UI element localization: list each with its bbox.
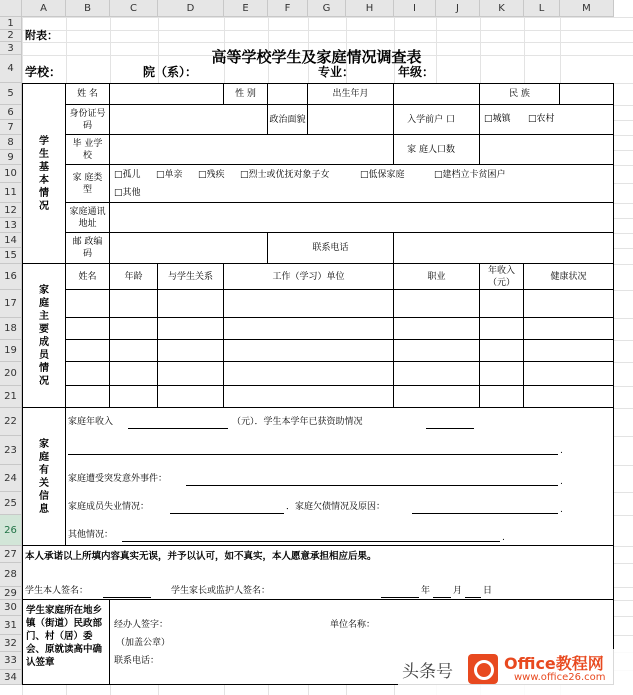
- handler-sign-label: 经办人签字：: [114, 620, 169, 630]
- member-cell[interactable]: [394, 290, 480, 318]
- member-cell[interactable]: [110, 290, 158, 318]
- member-cell[interactable]: [66, 386, 110, 408]
- row-header[interactable]: 12: [0, 203, 22, 218]
- address-cell[interactable]: [110, 203, 614, 233]
- member-cell[interactable]: [110, 362, 158, 386]
- type-disabled[interactable]: □残疾: [198, 170, 225, 180]
- name-label: 姓 名: [66, 83, 110, 105]
- watermark-url: www.office26.com: [514, 672, 606, 683]
- watermark-text: 头条号: [402, 662, 453, 682]
- member-cell[interactable]: [394, 340, 480, 362]
- row-header[interactable]: 11: [0, 183, 22, 203]
- row-header[interactable]: 10: [0, 165, 22, 183]
- row-header[interactable]: 34: [0, 670, 22, 685]
- row-header[interactable]: 6: [0, 105, 22, 120]
- type-martyr[interactable]: □烈士或优抚对象子女: [240, 170, 330, 180]
- type-orphan[interactable]: □孤儿: [114, 170, 141, 180]
- row-header[interactable]: 28: [0, 563, 22, 587]
- row-header[interactable]: 21: [0, 386, 22, 408]
- row-header[interactable]: 18: [0, 318, 22, 340]
- member-cell[interactable]: [480, 318, 524, 340]
- column-header[interactable]: D: [158, 0, 224, 17]
- row-header[interactable]: 27: [0, 546, 22, 563]
- grad-school-label: 毕 业学 校: [66, 135, 110, 165]
- year-label: 年: [421, 586, 431, 596]
- attachment-label: 附表：: [25, 29, 58, 42]
- member-cell[interactable]: [224, 362, 394, 386]
- member-cell[interactable]: [480, 290, 524, 318]
- member-cell[interactable]: [66, 340, 110, 362]
- phone-cell[interactable]: [394, 233, 614, 264]
- ethnic-cell[interactable]: [560, 83, 614, 105]
- member-header: 职业: [394, 264, 480, 290]
- member-cell[interactable]: [66, 362, 110, 386]
- row-header[interactable]: 17: [0, 290, 22, 318]
- member-cell[interactable]: [524, 290, 614, 318]
- type-low-income[interactable]: □低保家庭: [360, 170, 405, 180]
- row-header[interactable]: 14: [0, 233, 22, 248]
- member-cell[interactable]: [524, 386, 614, 408]
- member-cell[interactable]: [480, 386, 524, 408]
- rural-checkbox[interactable]: □农村: [528, 114, 555, 124]
- row-header[interactable]: 16: [0, 264, 22, 290]
- row-header[interactable]: 24: [0, 465, 22, 492]
- member-cell[interactable]: [480, 340, 524, 362]
- row-header[interactable]: 3: [0, 42, 22, 55]
- member-cell[interactable]: [110, 318, 158, 340]
- major-label: 专业：: [318, 65, 355, 79]
- unemployment-label: 家庭成员失业情况：: [68, 502, 150, 512]
- row-header[interactable]: 22: [0, 408, 22, 436]
- day-label: 日: [483, 586, 493, 596]
- member-cell[interactable]: [480, 362, 524, 386]
- member-cell[interactable]: [66, 318, 110, 340]
- debt-label: ．家庭欠债情况及原因：: [286, 502, 386, 512]
- type-poverty[interactable]: □建档立卡贫困户: [434, 170, 506, 180]
- politics-label: 政治面貌: [268, 105, 308, 135]
- politics-cell[interactable]: [308, 105, 394, 135]
- month-label: 月: [453, 586, 463, 596]
- section-basic-label: 学生基本情况: [22, 83, 66, 264]
- row-header[interactable]: 31: [0, 616, 22, 635]
- member-header: 姓名: [66, 264, 110, 290]
- column-header[interactable]: L: [524, 0, 560, 17]
- select-all-corner[interactable]: [0, 0, 22, 17]
- family-type-label: 家 庭类 型: [66, 165, 110, 203]
- id-label: 身份证号 码: [66, 105, 110, 135]
- row-header[interactable]: 33: [0, 652, 22, 670]
- row-header[interactable]: 32: [0, 635, 22, 652]
- member-cell[interactable]: [524, 362, 614, 386]
- row-header[interactable]: 26: [0, 515, 22, 546]
- member-cell[interactable]: [224, 318, 394, 340]
- row-header[interactable]: 13: [0, 218, 22, 233]
- name-cell[interactable]: [110, 83, 224, 105]
- member-cell[interactable]: [66, 290, 110, 318]
- row-header[interactable]: 25: [0, 492, 22, 515]
- column-header[interactable]: C: [110, 0, 158, 17]
- pledge-block: [22, 546, 614, 600]
- seal-label: （加盖公章）: [116, 638, 171, 648]
- row-header[interactable]: 20: [0, 362, 22, 386]
- member-header: 与学生关系: [158, 264, 224, 290]
- row-header[interactable]: 4: [0, 55, 22, 83]
- family-size-label: 家 庭人口数: [394, 135, 480, 165]
- form-title: 高等学校学生及家庭情况调查表: [211, 48, 422, 66]
- verify-label: 学生家庭所在地乡镇（街道）民政部门、村（居）委会、原就读高中确认签章: [22, 600, 110, 685]
- member-cell[interactable]: [394, 362, 480, 386]
- column-header[interactable]: M: [560, 0, 614, 17]
- member-header: 年龄: [110, 264, 158, 290]
- row-header[interactable]: 5: [0, 83, 22, 105]
- event-label: 家庭遭受突发意外事件：: [68, 474, 168, 484]
- grade-label: 年级：: [398, 65, 435, 79]
- row-header[interactable]: 19: [0, 340, 22, 362]
- row-header[interactable]: 8: [0, 135, 22, 150]
- member-cell[interactable]: [524, 318, 614, 340]
- department-label: 院（系）：: [143, 65, 198, 79]
- birth-label: 出生年月: [308, 83, 394, 105]
- column-header[interactable]: G: [308, 0, 346, 17]
- gender-label: 性 别: [224, 83, 268, 105]
- row-header[interactable]: 29: [0, 587, 22, 600]
- phone-label: 联系电话: [268, 233, 394, 264]
- member-header: 年收入（元）: [480, 264, 524, 290]
- column-header[interactable]: K: [480, 0, 524, 17]
- income-unit-label: （元）．学生本学年已获资助情况: [232, 417, 363, 427]
- section-members-label: 家庭主要成员情况: [22, 264, 66, 408]
- address-label: 家庭通讯地址: [66, 203, 110, 233]
- row-header[interactable]: 9: [0, 150, 22, 165]
- family-type-options: [110, 165, 614, 203]
- row-header[interactable]: 7: [0, 120, 22, 135]
- member-cell[interactable]: [158, 290, 224, 318]
- column-header[interactable]: A: [22, 0, 66, 17]
- column-header[interactable]: E: [224, 0, 268, 17]
- column-header[interactable]: I: [394, 0, 436, 17]
- member-cell[interactable]: [158, 318, 224, 340]
- type-other[interactable]: □其他: [114, 188, 141, 198]
- guardian-sign-label: 学生家长或监护人签名：: [171, 586, 271, 596]
- grad-school-cell[interactable]: [110, 135, 394, 165]
- member-cell[interactable]: [224, 386, 394, 408]
- postcode-label: 邮 政编 码: [66, 233, 110, 264]
- member-cell[interactable]: [158, 386, 224, 408]
- gender-cell[interactable]: [268, 83, 308, 105]
- watermark-brand: Office教程网: [504, 654, 604, 673]
- urban-checkbox[interactable]: □城镇: [484, 114, 511, 124]
- school-label: 学校：: [25, 65, 62, 79]
- member-cell[interactable]: [224, 340, 394, 362]
- column-header[interactable]: H: [346, 0, 394, 17]
- member-cell[interactable]: [394, 386, 480, 408]
- member-header: 健康状况: [524, 264, 614, 290]
- member-cell[interactable]: [110, 386, 158, 408]
- column-header[interactable]: J: [436, 0, 480, 17]
- student-sign-label: 学生本人签名：: [25, 586, 89, 596]
- section-info-label: 家庭有关信息: [22, 408, 66, 546]
- postcode-cell[interactable]: [110, 233, 268, 264]
- member-header: 工作（学习）单位: [224, 264, 394, 290]
- member-cell[interactable]: [110, 340, 158, 362]
- type-single-parent[interactable]: □单亲: [156, 170, 183, 180]
- column-header[interactable]: B: [66, 0, 110, 17]
- member-cell[interactable]: [158, 340, 224, 362]
- hukou-options: [480, 105, 614, 135]
- member-cell[interactable]: [158, 362, 224, 386]
- info-block: 家庭年收入 （元）．学生本学年已获资助情况 . 家庭遭受突发意外事件： . 家庭成员失业情况： ．家庭欠债情况及原因： . 其他情况： .: [66, 408, 614, 546]
- verify-phone-label: 联系电话：: [114, 656, 160, 666]
- hukou-label: 入学前户 口: [394, 105, 480, 135]
- member-cell[interactable]: [524, 340, 614, 362]
- row-header[interactable]: 23: [0, 436, 22, 465]
- member-cell[interactable]: [224, 290, 394, 318]
- watermark-logo: [398, 649, 633, 695]
- member-cell[interactable]: [394, 318, 480, 340]
- ethnic-label: 民 族: [480, 83, 560, 105]
- column-header[interactable]: F: [268, 0, 308, 17]
- row-header[interactable]: 1: [0, 17, 22, 30]
- family-size-cell[interactable]: [480, 135, 614, 165]
- row-header[interactable]: 30: [0, 600, 22, 616]
- row-header[interactable]: 15: [0, 248, 22, 264]
- id-cell[interactable]: [110, 105, 268, 135]
- unit-name-label: 单位名称：: [330, 620, 376, 630]
- row-header[interactable]: 2: [0, 30, 22, 42]
- pledge-text: 本人承诺以上所填内容真实无误，并予以认可，如不真实，本人愿意承担相应后果。: [25, 551, 377, 562]
- birth-cell[interactable]: [394, 83, 480, 105]
- income-label: 家庭年收入: [68, 417, 114, 427]
- other-label: 其他情况：: [68, 530, 114, 540]
